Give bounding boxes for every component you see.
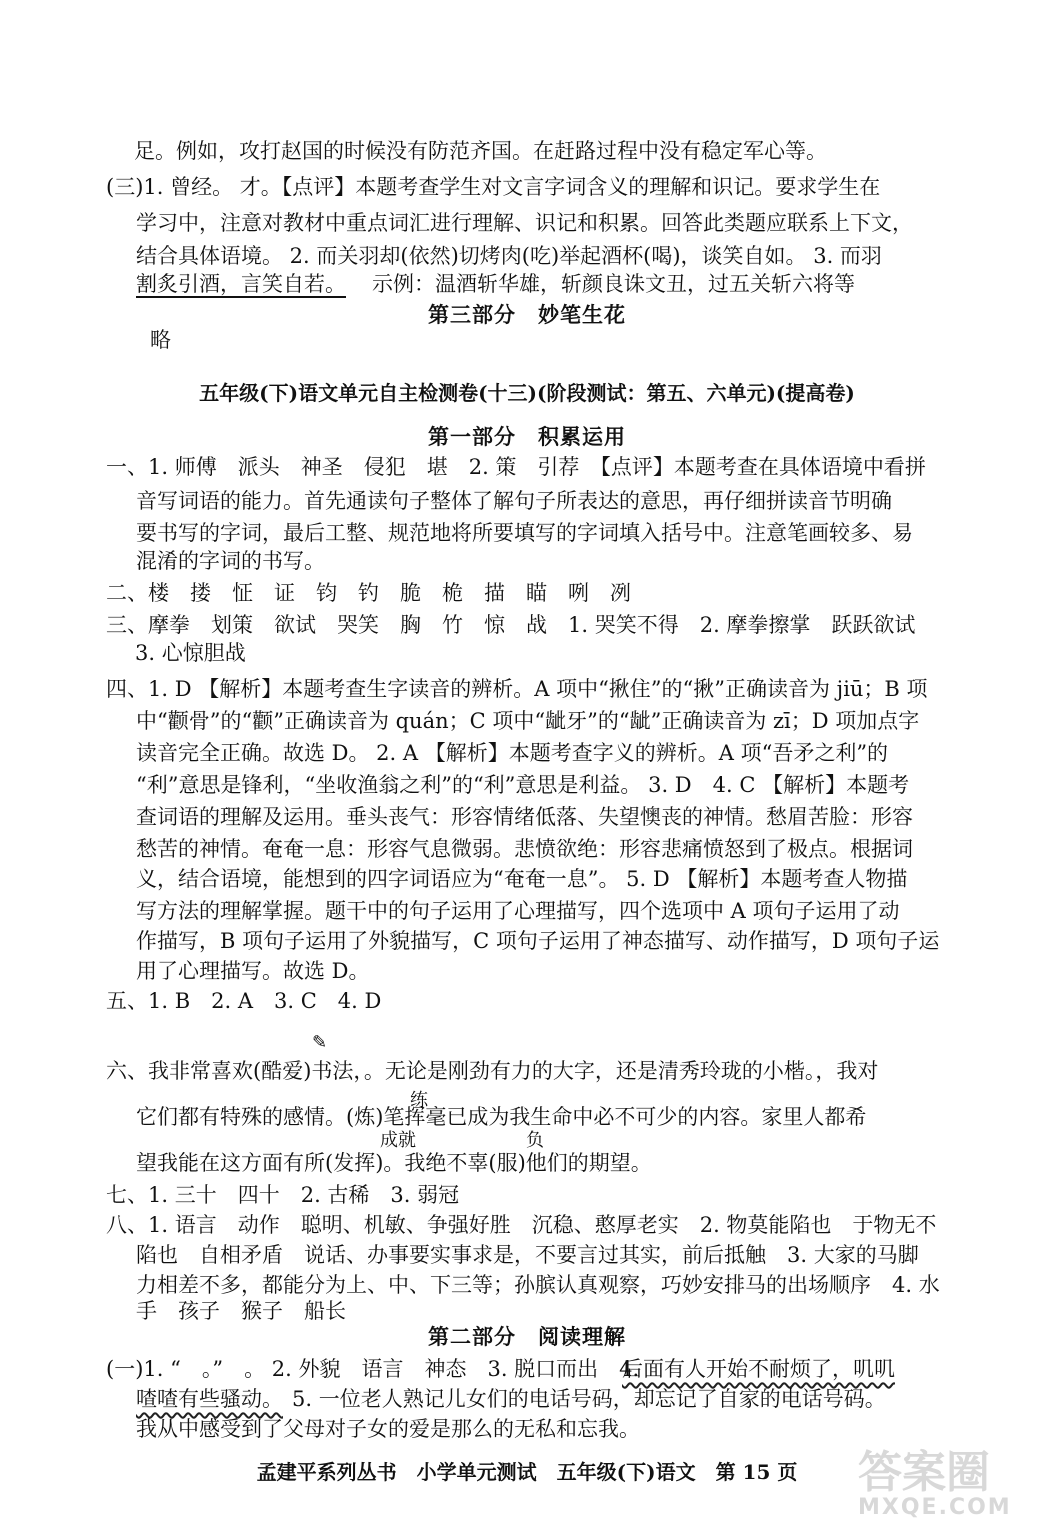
- text-line: 音写词语的能力。首先通读句子整体了解句子所表达的意思，再仔细拼读音节明确: [136, 489, 892, 513]
- text-line: “利”意思是锋利，“坐收渔翁之利”的“利”意思是利益。 3. D 4. C 【解析】本题考: [136, 773, 910, 797]
- text-line: 四、1. D 【解析】本题考查生字读音的辨析。A 项中“揪住”的“揪”正确读音为 jiū；B 项: [106, 677, 928, 701]
- page-footer: 孟建平系列丛书 小学单元测试 五年级(下)语文 第 15 页: [256, 1460, 798, 1484]
- text-line: 七、1. 三十 四十 2. 古稀 3. 弱冠: [106, 1183, 460, 1207]
- text-line: 陷也 自相矛盾 说话、办事要实事求是，不要言过其实，前后抵触 3. 大家的马脚: [136, 1243, 919, 1267]
- text-line: 一、1. 师傅 派头 神圣 侵犯 堪 2. 策 引荐 【点评】本题考查在具体语境中看拼: [106, 455, 926, 479]
- text-line: 用了心理描写。故选 D。: [136, 959, 370, 983]
- text-line: (三)1. 曾经。 才。【点评】本题考查学生对文言字词含义的理解和识记。要求学生在: [106, 175, 881, 199]
- text-line: 要书写的字词，最后工整、规范地将所要填写的字词填入括号中。注意笔画较多、易: [136, 521, 913, 545]
- underlined-answer: 割炙引酒，言笑自若。: [136, 272, 346, 296]
- text-line: 作描写，B 项句子运用了外貌描写，C 项句子运用了神态描写、动作描写，D 项句子运: [136, 929, 940, 953]
- section-heading: 第二部分 阅读理解: [428, 1324, 626, 1349]
- text-line: 混淆的字词的书写。: [136, 549, 325, 573]
- wavy-underlined-answer: 后面有人开始不耐烦了，叽叽: [622, 1357, 895, 1381]
- correction-mark: 成就: [380, 1130, 416, 1151]
- text-line: 六、我非常喜欢(酷爱)书法，。无论是刚劲有力的大字，还是清秀玲珑的小楷。，我对: [106, 1059, 879, 1083]
- text-line: 中“颧骨”的“颧”正确读音为 quán；C 项中“龇牙”的“龇”正确读音为 zī；D 项加点字: [136, 709, 920, 733]
- text-line: (一)1. “ 。” 。 2. 外貌 语言 神态 3. 脱口而出 4.: [106, 1357, 640, 1381]
- text-line: 力相差不多，都能分为上、中、下三等；孙膑认真观察，巧妙安排马的出场顺序 4. 水: [136, 1273, 940, 1297]
- text-line: 义，结合语境，能想到的四字词语应为“奄奄一息”。 5. D 【解析】本题考查人物描: [136, 867, 908, 891]
- text-line: 略: [150, 328, 171, 352]
- section-heading: 第一部分 积累运用: [428, 424, 626, 449]
- text-line: 学习中，注意对教材中重点词汇进行理解、识记和积累。回答此类题应联系上下文，: [136, 211, 913, 235]
- text-line: 结合具体语境。 2. 而关羽却(依然)切烤肉(吃)举起酒杯(喝)，谈笑自如。 3. 而羽: [136, 244, 882, 268]
- correction-mark: 练: [410, 1090, 428, 1111]
- site-watermark: [858, 1447, 1038, 1530]
- text-line: 足。例如，攻打赵国的时候没有防范齐国。在赶路过程中没有稳定军心等。: [134, 139, 827, 163]
- text-line: 五、1. B 2. A 3. C 4. D: [106, 989, 382, 1013]
- text-line: 5. 一位老人熟记儿女们的电话号码，却忘记了自家的电话号码。: [292, 1387, 886, 1411]
- correction-mark-icon: ✎: [312, 1032, 328, 1053]
- test-title: 五年级(下)语文单元自主检测卷(十三)(阶段测试：第五、六单元)(提高卷): [199, 381, 855, 405]
- correction-mark: 负: [526, 1130, 544, 1151]
- text-line: 写方法的理解掌握。题干中的句子运用了心理描写，四个选项中 A 项句子运用了动: [136, 899, 900, 923]
- text-line: 愁苦的神情。奄奄一息：形容气息微弱。悲愤欲绝：形容悲痛愤怒到了极点。根据词: [136, 837, 913, 861]
- text-line: 示例：温酒斩华雄，斩颜良诛文丑，过五关斩六将等: [372, 272, 855, 296]
- text-line: 它们都有特殊的感情。(炼)笔挥毫已成为我生命中必不可少的内容。家里人都希: [136, 1105, 867, 1129]
- text-line: 八、1. 语言 动作 聪明、机敏、争强好胜 沉稳、憨厚老实 2. 物莫能陷也 于物无不: [106, 1213, 937, 1237]
- text-line: 三、摩拳 划策 欲试 哭笑 胸 竹 惊 战 1. 哭笑不得 2. 摩拳擦掌 跃跃欲试: [106, 613, 916, 637]
- text-line: 望我能在这方面有所(发挥)。我绝不辜(服)他们的期望。: [136, 1151, 652, 1175]
- text-line: 二、楼 搂 怔 证 钧 钓 脆 桅 描 瞄 咧 冽: [106, 581, 631, 605]
- text-line: 查词语的理解及运用。垂头丧气：形容情绪低落、失望懊丧的神情。愁眉苦脸：形容: [136, 805, 913, 829]
- text-line: 3. 心惊胆战: [114, 641, 246, 665]
- wavy-underlined-answer: 喳喳有些骚动。: [136, 1387, 283, 1411]
- section-heading: 第三部分 妙笔生花: [428, 302, 626, 327]
- text-line: 手 孩子 猴子 船长: [136, 1299, 346, 1323]
- watermark-url: MXQE.COM: [858, 1495, 1012, 1520]
- text-line: 读音完全正确。故选 D。 2. A 【解析】本题考查字义的辨析。A 项“吾矛之利”的: [136, 741, 889, 765]
- watermark-logo: 答案圈: [858, 1447, 990, 1498]
- text-line: 我从中感受到了父母对子女的爱是那么的无私和忘我。: [136, 1417, 640, 1441]
